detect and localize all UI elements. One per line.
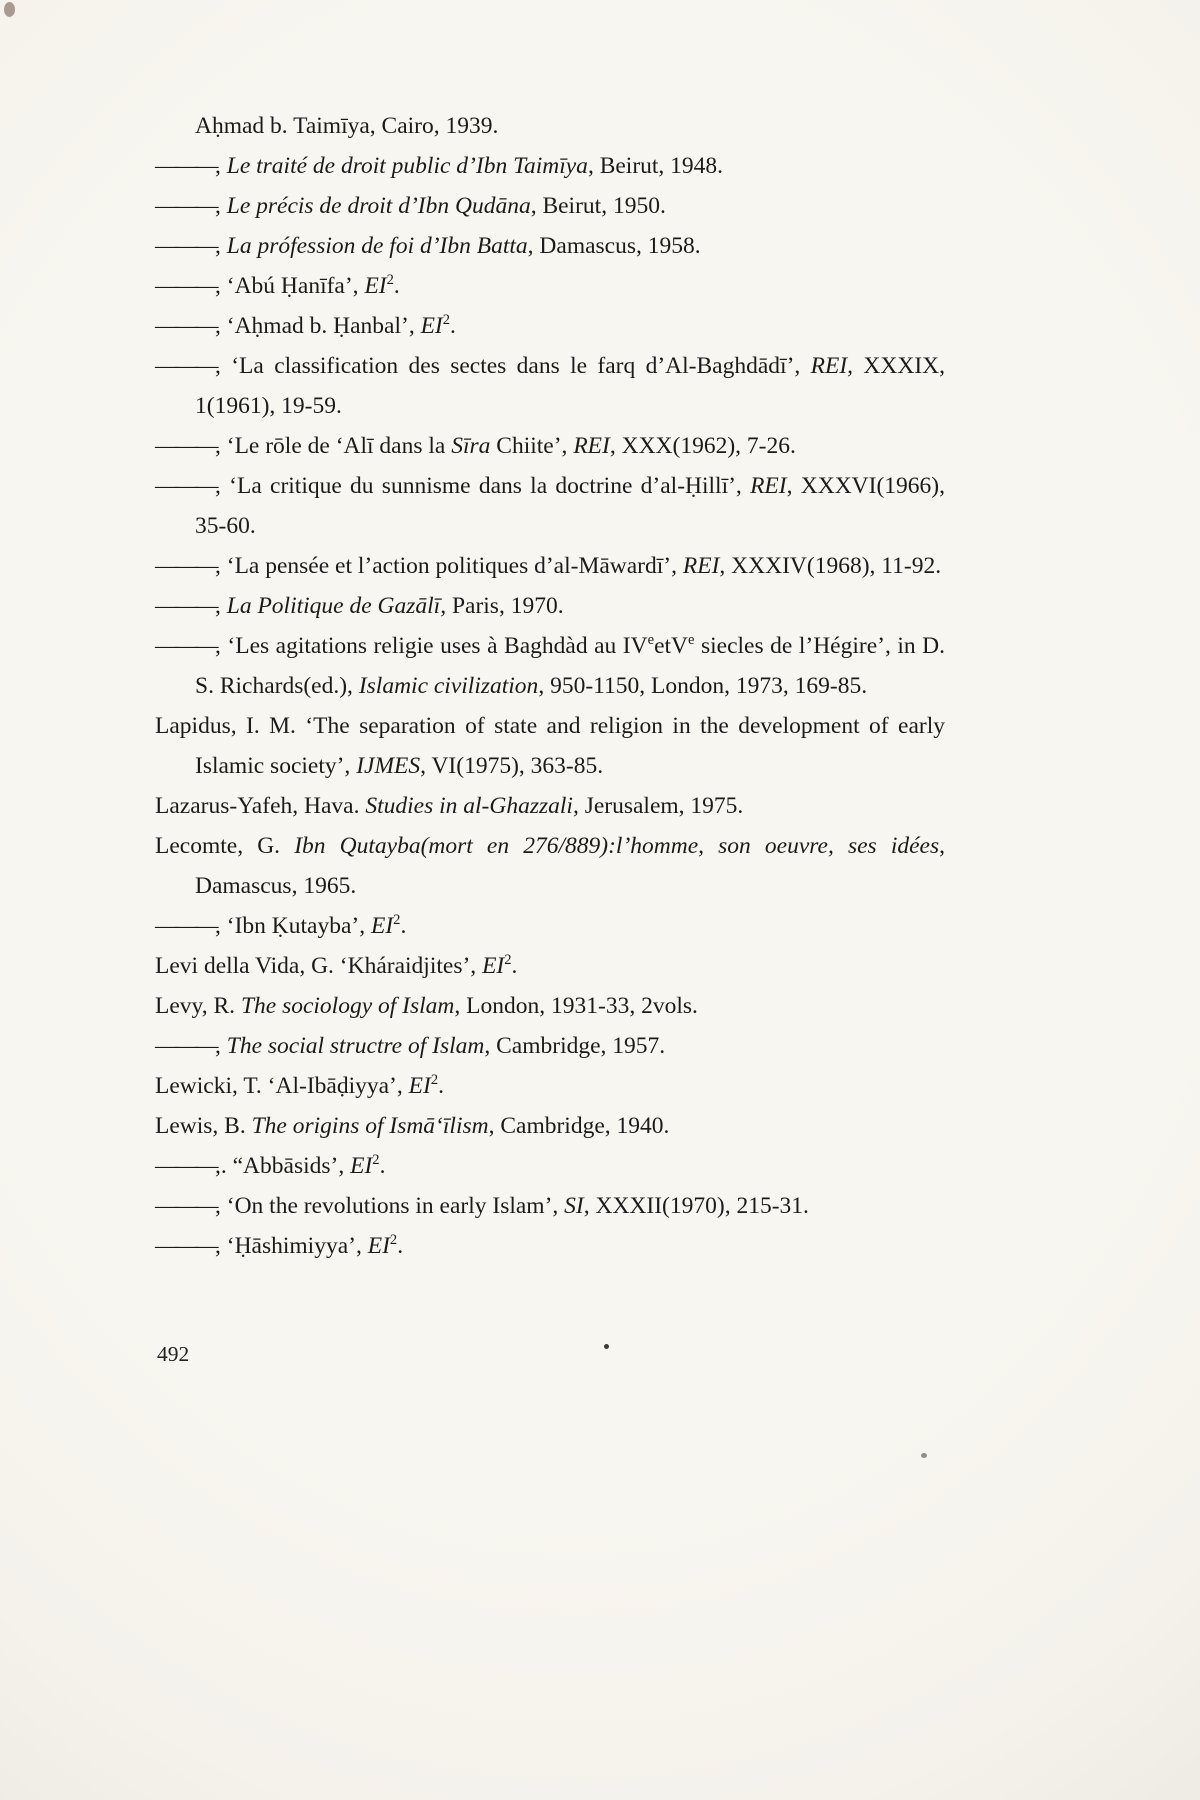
bib-entry [155,1066,945,1106]
entry-text-segment: Aḥmad b. Taimīya, Cairo, 1939. [195,113,499,139]
entry-text-segment: e [647,632,655,649]
entry-text-segment: , Damascus, 1965. [195,833,945,899]
same-author-dash: ——— [155,913,215,939]
entry-text-segment: . [438,1073,444,1099]
entry-text-segment: Lazarus-Yafeh, Hava. [155,793,366,819]
entry-text-segment: , Jerusalem, 1975. [572,793,744,819]
same-author-dash: ——— [155,433,215,459]
entry-text-segment: . [379,1153,386,1179]
entry-title-segment: The social structre of Islam [226,1033,485,1059]
entry-text-segment: Paris, 1970. [446,593,564,619]
same-author-dash: ——— [155,553,215,579]
entry-text-segment: , Cambridge, 1940. [488,1113,670,1139]
entry-text-segment: , 950-1150, London, 1973, 169-85. [538,673,868,699]
entry-title-segment: Sīra [451,433,491,459]
entry-text-segment: ,. “Abbāsids’, [215,1153,351,1179]
bib-entry [155,306,945,346]
entry-text-segment: , [215,233,227,259]
entry-text-segment: , Damascus, 1958. [527,233,701,259]
same-author-dash: ——— [155,473,215,499]
entry-text-segment: XXXIX, 1(1961), 19-59. [195,353,945,419]
bib-entry [155,146,945,186]
entry-text-segment: , Cambridge, 1957. [484,1033,666,1059]
entry-text-segment: , [215,153,227,179]
same-author-dash: ——— [155,153,215,179]
entry-text-segment: 2 [386,272,394,289]
same-author-dash: ——— [155,1193,215,1219]
entry-text-segment: Lewicki, T. ‘Al-Ibāḍiyya’, [155,1073,409,1099]
entry-title-segment: La Politique de Gazālī, [226,593,447,619]
entry-title-segment: SI [564,1193,584,1219]
entry-title-segment: REI [750,473,787,499]
same-author-dash: ——— [155,1033,215,1059]
scan-mark [4,2,15,17]
same-author-dash: ——— [155,233,215,259]
same-author-dash: ——— [155,1153,215,1179]
entry-text-segment: Levi della Vida, G. ‘Kháraidjites’, [155,953,483,979]
bib-entry [155,266,945,306]
entry-title-segment: REI [682,553,720,579]
same-author-dash: ——— [155,313,215,339]
entry-text-segment: , [215,593,227,619]
same-author-dash: ——— [155,353,215,379]
entry-title-segment: IJMES [356,753,421,779]
entry-text-segment: , ‘Le rōle de ‘Alī dans la [215,433,452,459]
bib-entry [155,1026,945,1066]
scan-speck [604,1344,609,1349]
entry-text-segment: e [688,632,695,649]
entry-text-segment: , ‘La critique du sunnisme dans la doctrine d’al-Ḥillī’, [215,473,751,499]
entry-text-segment: 2 [389,1232,398,1249]
entry-text-segment: 2 [393,912,401,929]
entry-text-segment: , [215,1033,227,1059]
entry-title-segment: REI [573,433,610,459]
entry-text-segment: , Beirut, 1948. [587,153,724,179]
entry-text-segment: Lecomte, G. [155,833,295,859]
entry-text-segment: , VI(1975), 363-85. [420,753,604,779]
bib-entry [155,346,945,426]
entry-title-segment: EI [370,913,394,939]
entry-text-segment: , ‘Ḥāshimiyya’, [215,1233,368,1259]
entry-title-segment: Studies in al-Ghazzali [365,793,573,819]
entry-text-segment: , ‘La classification des sectes dans le farq d’Al-Baghdādī’, [215,353,811,379]
same-author-dash: ——— [155,633,215,659]
entry-text-segment: 2 [504,952,512,969]
entry-text-segment: . [400,913,407,939]
bib-entry [155,1186,945,1226]
entry-title-segment: EI [364,273,387,299]
same-author-dash: ——— [155,273,215,299]
entry-text-segment: Lewis, B. [155,1113,252,1139]
entry-text-segment: , XXXVI(1966), 35-60. [195,473,945,539]
entry-text-segment: , London, 1931-33, 2vols. [454,993,698,1019]
entry-text-segment: . [393,273,400,299]
entry-title-segment: EI [367,1233,390,1259]
entry-text-segment: 2 [430,1072,439,1089]
entry-title-segment: The sociology of Islam [240,993,455,1019]
bib-entry [155,466,945,546]
bib-entry [155,546,945,586]
entry-title-segment: Islamic civilization [358,673,539,699]
bib-entry [155,986,945,1026]
same-author-dash: ——— [155,593,215,619]
entry-text-segment: , Beirut, 1950. [530,193,666,219]
entry-text-segment: . [511,953,518,979]
entry-title-segment: Le précis de droit d’Ibn Qudāna [226,193,531,219]
page-number: 492 [157,1342,190,1366]
entry-text-segment: 2 [442,312,451,329]
entry-text-segment: Levy, R. [155,993,241,1019]
bib-entry [155,426,945,466]
same-author-dash: ——— [155,1233,215,1259]
entry-title-segment: La prófession de foi d’Ibn Batta [226,233,528,259]
entry-title-segment: EI [482,953,505,979]
entry-title-segment: Ibn Qutayba(mort en 276/889):l’homme, son oeuvre, ses idées [294,833,940,859]
bib-entry [155,706,945,786]
entry-title-segment: The origins of Ismā‘īlism [251,1113,489,1139]
entry-text-segment: , ‘On the revolutions in early Islam’, [215,1193,565,1219]
bib-entry [155,1226,945,1266]
same-author-dash: ——— [155,193,215,219]
entry-text-segment: 2 [372,1152,380,1169]
entry-title-segment: Le traité de droit public d’Ibn Taimīya [226,153,588,179]
bib-entry [155,786,945,826]
entry-text-segment: , XXX(1962), 7-26. [609,433,796,459]
entry-text-segment: siecles de l’Hégire’, in D. S. Richards(ed.), [195,633,945,699]
bib-entry [155,1146,945,1186]
entry-text-segment: . [397,1233,404,1259]
entry-text-segment: , XXXII(1970), 215-31. [583,1193,809,1219]
entry-text-segment: , ‘La pensée et l’action politiques d’al-Māwardī’, [215,553,683,579]
bib-entry [155,1106,945,1146]
bib-entry [155,106,945,146]
entry-title-segment: EI [408,1073,431,1099]
entry-text-segment: Chiite’, [490,433,574,459]
bib-entry [155,586,945,626]
bibliography-list [155,106,945,1266]
bib-entry [155,906,945,946]
scan-speck [921,1453,927,1458]
bib-entry [155,946,945,986]
entry-text-segment: , [215,193,227,219]
entry-text-segment: etV [654,633,688,659]
entry-text-segment: , ‘Les agitations religie uses à Baghdàd au IV [215,633,648,659]
entry-title-segment: EI [350,1153,373,1179]
entry-title-segment: EI [420,313,443,339]
bib-entry [155,186,945,226]
entry-text-segment: Lapidus, I. M. ‘The separation of state and religion in the development of early Islamic society’, [155,713,945,779]
bib-entry [155,226,945,266]
bib-entry [155,626,945,706]
bib-entry [155,826,945,906]
entry-title-segment: REI, [810,353,854,379]
entry-text-segment: , ‘Abú Ḥanīfa’, [215,273,365,299]
entry-text-segment: . [450,313,456,339]
entry-text-segment: , ‘Aḥmad b. Ḥanbal’, [215,313,421,339]
entry-text-segment: , XXXIV(1968), 11-92. [719,553,942,579]
entry-text-segment: , ‘Ibn Ḳutayba’, [215,913,371,939]
